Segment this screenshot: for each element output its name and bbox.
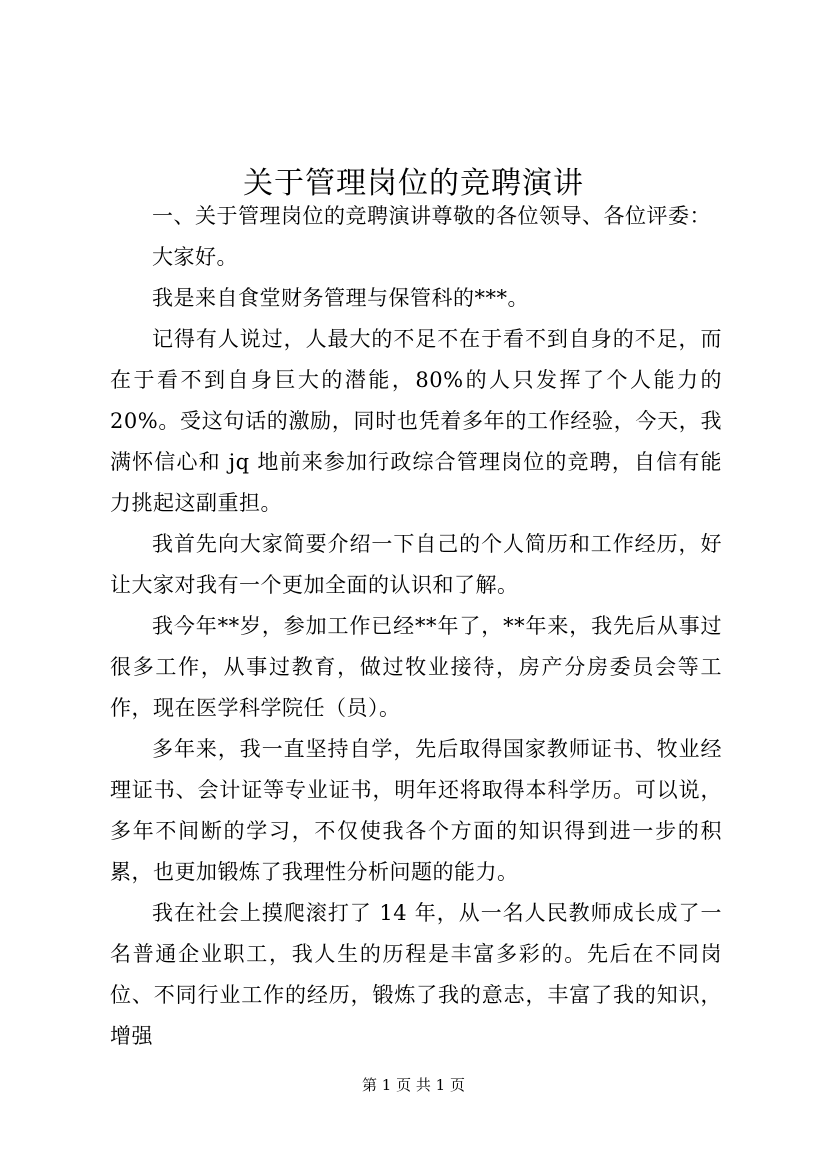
paragraph-7: 多年来，我一直坚持自学，先后取得国家教师证书、牧业经理证书、会计证等专业证书，明年还将取得本科学历。可以说，多年不间断的学习，不仅使我各个方面的知识得到进一步的积累，也更加锻炼了我理性分析问题的能力。 [110,737,722,884]
paragraph-1: 一、关于管理岗位的竞聘演讲尊敬的各位领导、各位评委： [152,204,711,228]
paragraph-5: 我首先向大家简要介绍一下自己的个人简历和工作经历，好让大家对我有一个更加全面的认识和了解。 [110,532,722,597]
paragraph-4: 记得有人说过，人最大的不足不在于看不到自身的不足，而在于看不到自身巨大的潜能，80%的人只发挥了个人能力的20%。受这句话的激励，同时也凭着多年的工作经验，今天，我满怀信心和 jq 地前来参加行政综合管理岗位的竞聘，自信有能力挑起这副重担。 [110,327,722,515]
document-body [110,196,722,1057]
paragraph-3: 我是来自食堂财务管理与保管科的***。 [152,286,529,310]
paragraph-2: 大家好。 [152,245,238,269]
paragraph-8: 我在社会上摸爬滚打了 14 年，从一名人民教师成长成了一名普通企业职工，我人生的历程是丰富多彩的。先后在不同岗位、不同行业工作的经历，锻炼了我的意志，丰富了我的知识，增强 [110,901,722,1048]
page-footer: 第 1 页 共 1 页 [362,1076,465,1094]
paragraph-6: 我今年**岁，参加工作已经**年了，**年来，我先后从事过很多工作，从事过教育，做过牧业接待，房产分房委员会等工作，现在医学科学院任（员）。 [110,614,722,720]
document-title: 关于管理岗位的竞聘演讲 [243,166,584,202]
